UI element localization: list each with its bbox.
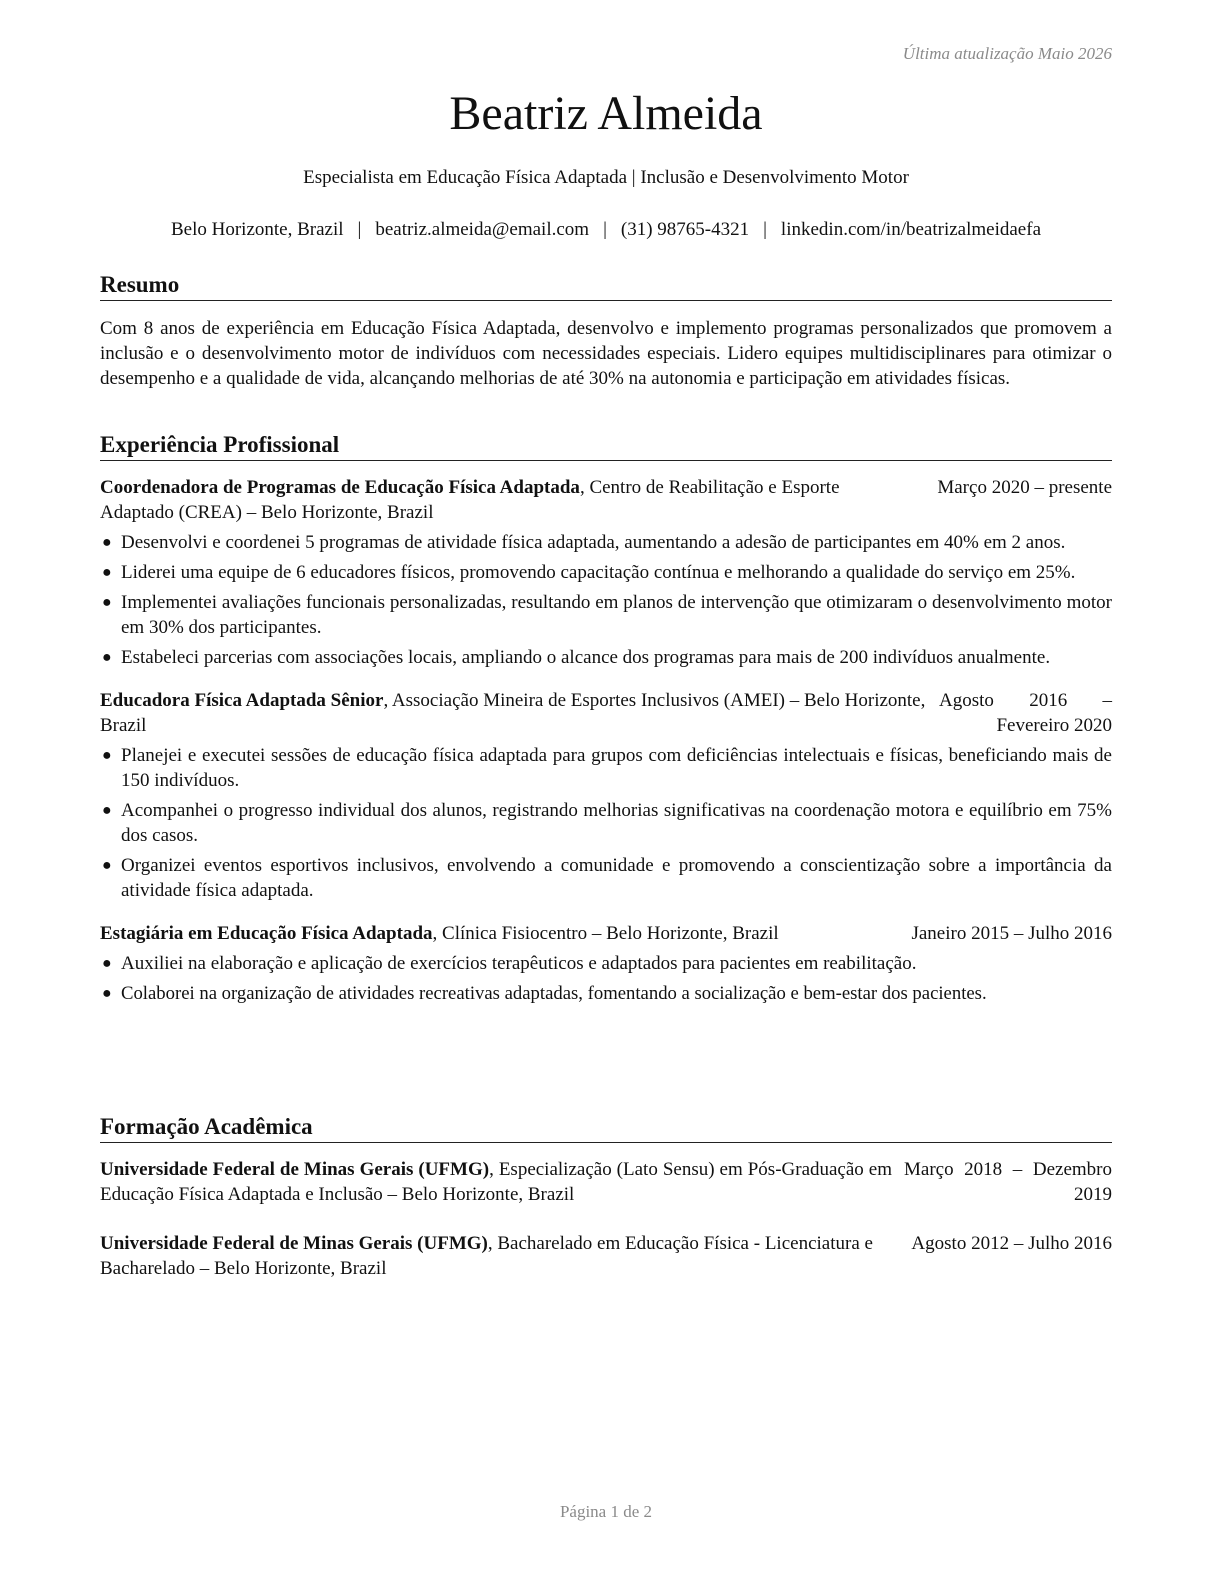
job-header <box>100 688 1112 738</box>
job-role: Coordenadora de Programas de Educação Física Adaptada <box>100 477 580 498</box>
job-entry <box>100 688 1112 903</box>
contact-linkedin[interactable]: linkedin.com/in/beatrizalmeidaefa <box>780 219 1042 240</box>
list-item: ● Implementei avaliações funcionais personalizadas, resultando em planos de intervenção que otimizaram o desenvolvimento motor em 30% dos participantes. <box>102 592 1112 638</box>
education-dates: Agosto 2012 – Julho 2016 <box>911 1233 1112 1254</box>
list-item: ● Organizei eventos esportivos inclusivos, envolvendo a comunidade e promovendo a conscientização sobre a importância da atividade física adaptada. <box>102 855 1112 901</box>
section-title-experience: Experiência Profissional <box>100 431 1112 461</box>
list-item: ● Estabeleci parcerias com associações locais, ampliando o alcance dos programas para mais de 200 indivíduos anualmente. <box>102 647 1051 668</box>
job-role: Estagiária em Educação Física Adaptada <box>100 923 433 944</box>
list-item: ● Desenvolvi e coordenei 5 programas de atividade física adaptada, aumentando a adesão de participantes em 40% em 2 anos. <box>102 532 1066 553</box>
education-title-line <box>100 1157 892 1207</box>
education-entry <box>100 1157 1112 1207</box>
contact-email[interactable]: beatriz.almeida@email.com <box>375 219 590 240</box>
job-bullets <box>100 743 1112 903</box>
contact-separator: | <box>603 219 607 240</box>
job-header <box>100 475 1112 525</box>
education-dates: Março 2018 – Dezembro 2019 <box>904 1159 1112 1205</box>
list-item: ● Auxiliei na elaboração e aplicação de exercícios terapêuticos e adaptados para pacientes em reabilitação. <box>102 953 917 974</box>
education-degree: , Especialização (Lato Sensu) em Pós-Graduação em Educação Física Adaptada e Inclusão – Belo Horizonte, Brazil <box>100 1159 893 1205</box>
job-org: , Associação Mineira de Esportes Inclusivos (AMEI) – Belo Horizonte, Brazil <box>100 690 926 736</box>
job-org: , Centro de Reabilitação e Esporte Adaptado (CREA) – Belo Horizonte, Brazil <box>100 477 840 523</box>
list-item: ● Acompanhei o progresso individual dos alunos, registrando melhorias significativas na coordenação motora e equilíbrio em 75% dos casos. <box>102 800 1112 846</box>
section-title-education: Formação Acadêmica <box>100 1113 1112 1143</box>
last-updated: Última atualização Maio 2026 <box>902 44 1112 63</box>
summary-section <box>100 271 1112 391</box>
job-dates: Janeiro 2015 – Julho 2016 <box>911 923 1112 944</box>
education-title-line <box>100 1231 891 1281</box>
page-number: Página 1 de 2 <box>559 1502 653 1521</box>
job-role: Educadora Física Adaptada Sênior <box>100 690 384 711</box>
resume-page <box>100 0 1112 1584</box>
contact-line <box>100 219 1112 241</box>
candidate-name: Beatriz Almeida <box>449 87 763 140</box>
job-dates: Agosto 2016 – Fevereiro 2020 <box>939 690 1112 736</box>
education-institution: Universidade Federal de Minas Gerais (UFMG) <box>100 1233 488 1254</box>
job-title-line <box>100 921 891 946</box>
job-bullets <box>100 530 1112 670</box>
list-item: ● Colaborei na organização de atividades recreativas adaptadas, fomentando a socialização e bem-estar dos pacientes. <box>102 983 987 1004</box>
job-header <box>100 921 1112 946</box>
job-title-line <box>100 688 927 738</box>
education-degree: , Bacharelado em Educação Física - Licenciatura e Bacharelado – Belo Horizonte, Brazil <box>100 1233 873 1279</box>
list-item: ● Liderei uma equipe de 6 educadores físicos, promovendo capacitação contínua e melhorando a qualidade do serviço em 25%. <box>102 562 1076 583</box>
summary-text: Com 8 anos de experiência em Educação Física Adaptada, desenvolvo e implemento programas personalizados que promovem a inclusão e o desenvolvimento motor de indivíduos com necessidades especiais. Lidero equipes multidisciplinares para otimizar o desempenho e a qualidade de vida, alcançando melhorias de até 30% na autonomia e participação em atividades físicas. <box>100 318 1112 389</box>
education-entry <box>100 1231 1112 1281</box>
education-institution: Universidade Federal de Minas Gerais (UFMG) <box>100 1159 490 1180</box>
education-section <box>100 1113 1112 1281</box>
section-title-summary: Resumo <box>100 271 1112 301</box>
list-item: ● Planejei e executei sessões de educação física adaptada para grupos com deficiências intelectuais e físicas, beneficiando mais de 150 indivíduos. <box>102 745 1112 791</box>
job-entry <box>100 475 1112 670</box>
education-header <box>100 1231 1112 1281</box>
job-bullets <box>100 951 1112 1006</box>
contact-separator: | <box>763 219 767 240</box>
job-dates: Março 2020 – presente <box>937 477 1112 498</box>
job-org: , Clínica Fisiocentro – Belo Horizonte, Brazil <box>432 923 779 944</box>
headline: Especialista em Educação Física Adaptada | Inclusão e Desenvolvimento Motor <box>303 167 909 188</box>
education-header <box>100 1157 1112 1207</box>
contact-separator: | <box>357 219 362 240</box>
job-entry <box>100 921 1112 1006</box>
contact-location: Belo Horizonte, Brazil <box>170 219 344 240</box>
contact-phone: (31) 98765-4321 <box>620 219 750 240</box>
job-title-line <box>100 475 890 525</box>
experience-section <box>100 431 1112 1011</box>
